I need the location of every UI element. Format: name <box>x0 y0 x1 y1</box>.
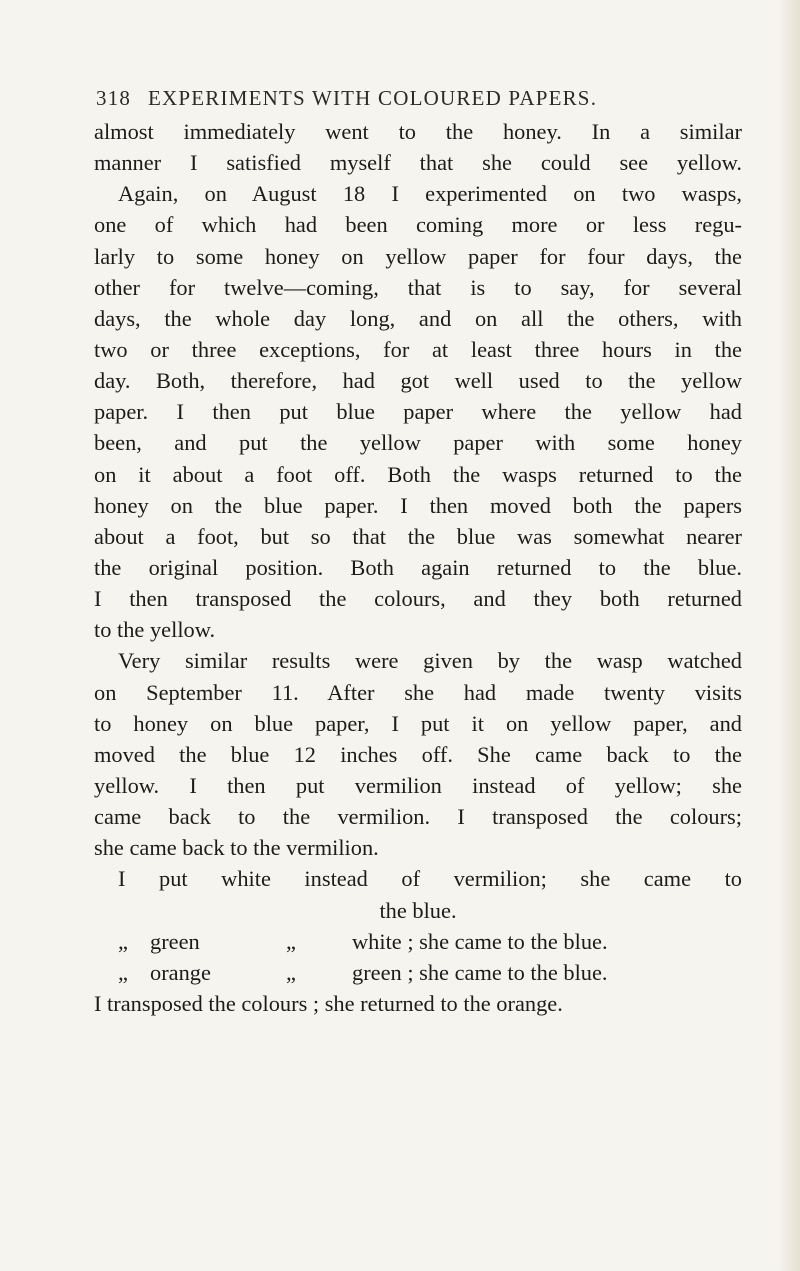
text-line: to honey on blue paper, I put it on yellow paper, and <box>94 710 742 736</box>
page-number: 318 <box>96 86 132 110</box>
colour-cell: green <box>150 928 200 954</box>
centered-line: the blue. <box>379 897 457 923</box>
text-line: came back to the vermilion. I transposed the colours; <box>94 804 742 830</box>
ditto-mark: „ <box>286 959 296 985</box>
text-line: yellow. I then put vermilion instead of yellow; she <box>94 772 742 798</box>
text-line: paper. I then put blue paper where the yellow had <box>94 399 742 425</box>
table-row <box>94 957 742 988</box>
text-line: the original position. Both again returned to the blue. <box>94 554 742 580</box>
text-line: I then transposed the colours, and they both returned <box>94 586 742 612</box>
paragraph-start-line: I put white instead of vermilion; she came to <box>118 866 742 892</box>
ditto-mark: „ <box>118 959 128 985</box>
text-line: larly to some honey on yellow paper for four days, the <box>94 243 742 269</box>
body-text <box>94 116 742 1019</box>
ditto-mark: „ <box>118 928 128 954</box>
result-cell: white ; she came to the blue. <box>352 928 608 954</box>
text-line: I transposed the colours ; she returned to the orange. <box>94 990 563 1016</box>
text-line: day. Both, therefore, had got well used to the yellow <box>94 368 742 394</box>
result-cell: green ; she came to the blue. <box>352 959 608 985</box>
text-line: honey on the blue paper. I then moved both the papers <box>94 492 742 518</box>
text-line: days, the whole day long, and on all the others, with <box>94 305 742 331</box>
paragraph-start-line: Again, on August 18 I experimented on two wasps, <box>118 181 742 207</box>
text-line: to the yellow. <box>94 617 216 643</box>
text-line: on it about a foot off. Both the wasps returned to the <box>94 461 742 487</box>
text-line: one of which had been coming more or less regu- <box>94 212 742 238</box>
colour-cell: orange <box>150 959 211 985</box>
text-line: two or three exceptions, for at least three hours in the <box>94 336 742 362</box>
text-line: about a foot, but so that the blue was somewhat nearer <box>94 523 742 549</box>
ditto-mark: „ <box>286 928 296 954</box>
text-line: almost immediately went to the honey. In a similar <box>94 119 742 144</box>
text-line: manner I satisfied myself that she could see yellow. <box>94 150 742 176</box>
running-header <box>96 86 716 111</box>
text-line: she came back to the vermilion. <box>94 835 379 861</box>
paragraph-start-line: Very similar results were given by the wasp watched <box>118 648 742 674</box>
text-line: on September 11. After she had made twenty visits <box>94 679 742 705</box>
page-edge-shadow <box>778 0 800 1271</box>
text-line: moved the blue 12 inches off. She came back to the <box>94 741 742 767</box>
text-line: been, and put the yellow paper with some honey <box>94 430 742 456</box>
text-line: other for twelve—coming, that is to say, for several <box>94 274 742 300</box>
table-row <box>94 926 742 957</box>
running-title: EXPERIMENTS WITH COLOURED PAPERS. <box>148 86 598 110</box>
